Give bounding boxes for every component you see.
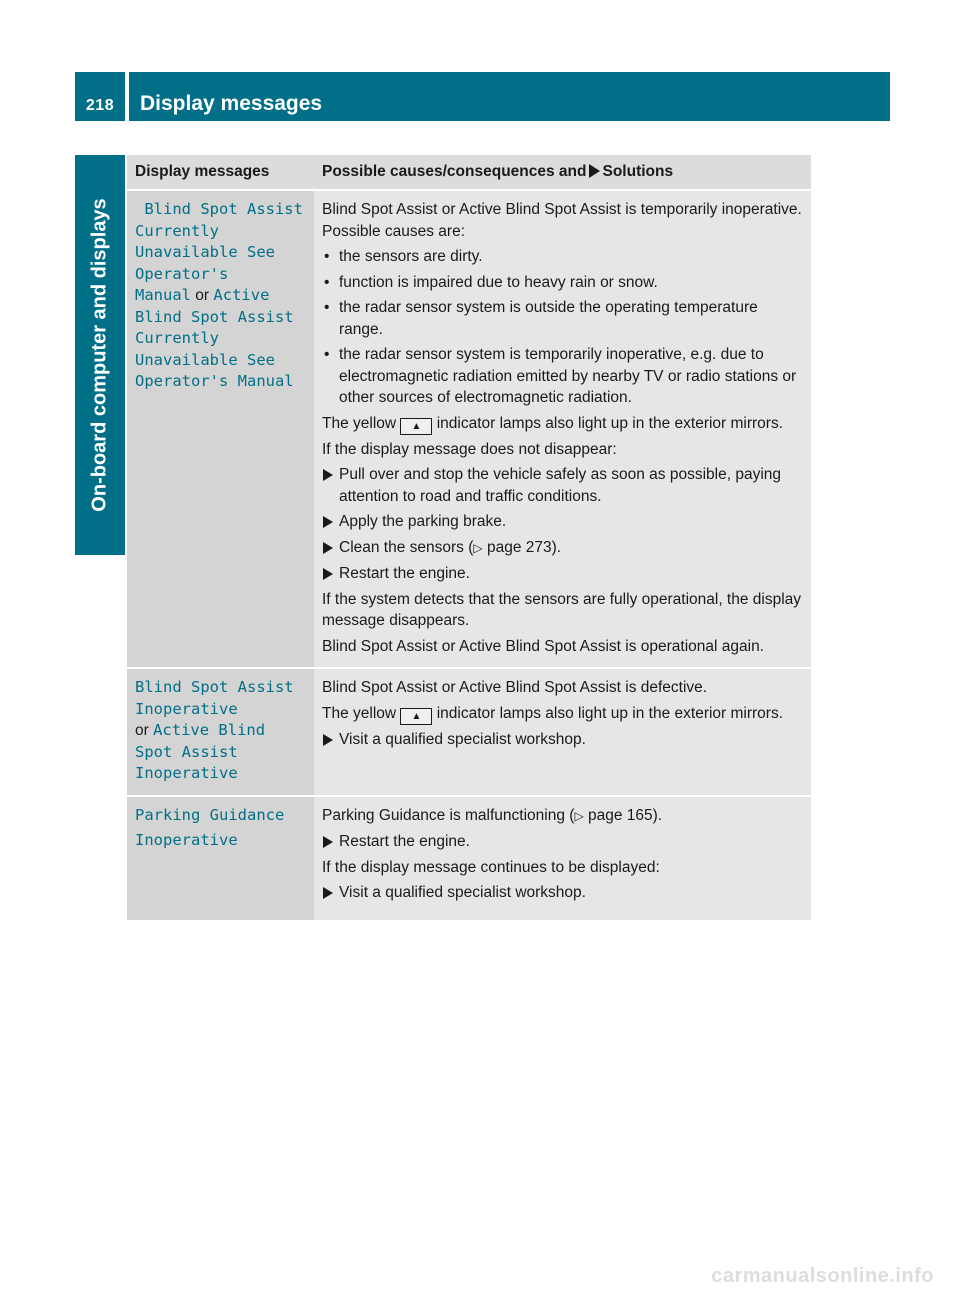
step-text: Apply the parking brake. — [339, 513, 507, 530]
col-header-solutions-b: Solutions — [602, 163, 674, 181]
step-item — [322, 464, 803, 507]
paragraph — [322, 703, 803, 725]
paragraph: Blind Spot Assist or Active Blind Spot Assist is temporarily inoperative. Possible causes are: — [322, 201, 802, 240]
triangle-right-outline-icon: ▷ — [574, 808, 584, 823]
message-text: Inoperative — [135, 699, 238, 718]
paragraph: If the system detects that the sensors are fully operational, the display message disappears. — [322, 590, 802, 629]
message-text: Manual — [135, 286, 191, 304]
message-text: Active Blind — [153, 721, 266, 739]
paragraph: If the display message does not disappear: — [322, 440, 617, 458]
step-text: Visit a qualified specialist workshop. — [339, 884, 586, 901]
message-cell — [127, 796, 314, 920]
message-text: Blind Spot Assist — [135, 678, 294, 696]
page-number: 218 — [85, 97, 115, 114]
play-arrow-icon — [323, 469, 333, 481]
step-item — [322, 882, 803, 904]
paragraph: Blind Spot Assist or Active Blind Spot Assist is defective. — [322, 679, 708, 696]
step-item — [322, 563, 803, 585]
triangle-right-outline-icon: ▷ — [473, 540, 483, 555]
table-row — [127, 190, 811, 668]
step-item — [322, 511, 803, 533]
step-text: Clean the sensors ( — [339, 538, 474, 556]
bullet-item: • the radar sensor system is temporarily inoperative, e.g. due to electromagnetic radiation emitted by nearby TV or radio stations or other sources of electromagnetic radiation. — [324, 346, 797, 406]
step-text: Visit a qualified specialist workshop. — [339, 730, 586, 748]
message-cell — [127, 190, 314, 668]
page-number-block — [75, 72, 125, 121]
paragraph-text: The yellow — [322, 704, 397, 722]
step-text: page 273). — [486, 538, 562, 556]
warning-triangle-icon: ▲ — [400, 708, 432, 725]
play-arrow-icon — [323, 836, 333, 848]
message-text: Blind Spot Assist — [135, 200, 303, 218]
col-header-messages: Display messages — [127, 155, 314, 190]
paragraph-text: The yellow — [322, 414, 397, 432]
message-text: Unavailable See — [135, 350, 275, 369]
table-row — [127, 796, 811, 920]
bullet-text: the radar sensor system is outside the operating temperature range. — [339, 299, 758, 338]
message-text: Parking Guidance — [135, 805, 285, 824]
or-word: or — [135, 722, 154, 739]
play-arrow-icon — [323, 887, 333, 899]
message-text: Currently — [135, 329, 219, 347]
solution-cell — [314, 190, 811, 668]
message-text: Inoperative — [135, 831, 238, 849]
side-tab — [75, 155, 125, 555]
paragraph: If the display message continues to be displayed: — [322, 858, 660, 876]
message-text: Unavailable See — [135, 243, 275, 261]
table-row — [127, 668, 811, 796]
page-title: Display messages — [140, 92, 323, 115]
bullet-text: function is impaired due to heavy rain or snow. — [339, 273, 658, 291]
play-arrow-icon — [323, 542, 333, 554]
step-text: Restart the engine. — [339, 565, 470, 582]
watermark: carmanualsonline.info — [711, 1265, 934, 1287]
message-text: Operator's Manual — [135, 372, 294, 390]
play-arrow-icon — [323, 734, 333, 746]
bullet-item: • the sensors are dirty. — [324, 248, 483, 265]
step-text: Restart the engine. — [339, 833, 470, 850]
message-text: Operator's — [135, 264, 229, 283]
table-header-row — [127, 155, 811, 190]
display-messages-table — [127, 155, 811, 920]
step-text: Pull over and stop the vehicle safely as soon as possible, paying attention to road and traffic conditions. — [339, 466, 782, 505]
header-bar — [129, 72, 890, 121]
solution-cell — [314, 796, 811, 920]
play-arrow-icon — [323, 516, 333, 528]
message-text: Spot Assist — [135, 742, 238, 761]
side-tab-label: On-board computer and displays — [88, 198, 111, 512]
message-text: Active — [213, 286, 270, 304]
or-word: or — [191, 287, 214, 304]
paragraph — [322, 413, 803, 435]
paragraph: Blind Spot Assist or Active Blind Spot Assist is operational again. — [322, 637, 764, 655]
message-text: Blind Spot Assist — [135, 307, 294, 326]
bullet-text: the sensors are dirty. — [339, 248, 483, 265]
paragraph-text: page 165). — [587, 806, 663, 824]
solution-cell — [314, 668, 811, 796]
bullet-item: • function is impaired due to heavy rain or snow. — [324, 273, 658, 291]
warning-triangle-icon: ▲ — [400, 418, 432, 435]
paragraph-text: indicator lamps also light up in the exterior mirrors. — [436, 704, 784, 722]
bullet-item: • the radar sensor system is outside the operating temperature range. — [324, 299, 758, 338]
bullet-text: the radar sensor system is temporarily inoperative, e.g. due to electromagnetic radiation emitted by nearby TV or radio stations or other sources of electromagnetic radiation. — [339, 346, 797, 406]
paragraph-text: indicator lamps also light up in the exterior mirrors. — [436, 414, 784, 432]
paragraph-text: Parking Guidance is malfunctioning ( — [322, 806, 575, 824]
step-item — [322, 537, 803, 560]
play-arrow-icon — [589, 164, 600, 178]
paragraph — [322, 805, 803, 828]
step-item — [322, 729, 803, 751]
col-header-solutions-a: Possible causes/consequences and — [322, 163, 587, 181]
message-text: Currently — [135, 221, 219, 240]
message-text: Inoperative — [135, 764, 238, 782]
play-arrow-icon — [323, 568, 333, 580]
message-cell — [127, 668, 314, 796]
col-header-solutions — [314, 155, 811, 190]
step-item — [322, 831, 803, 853]
